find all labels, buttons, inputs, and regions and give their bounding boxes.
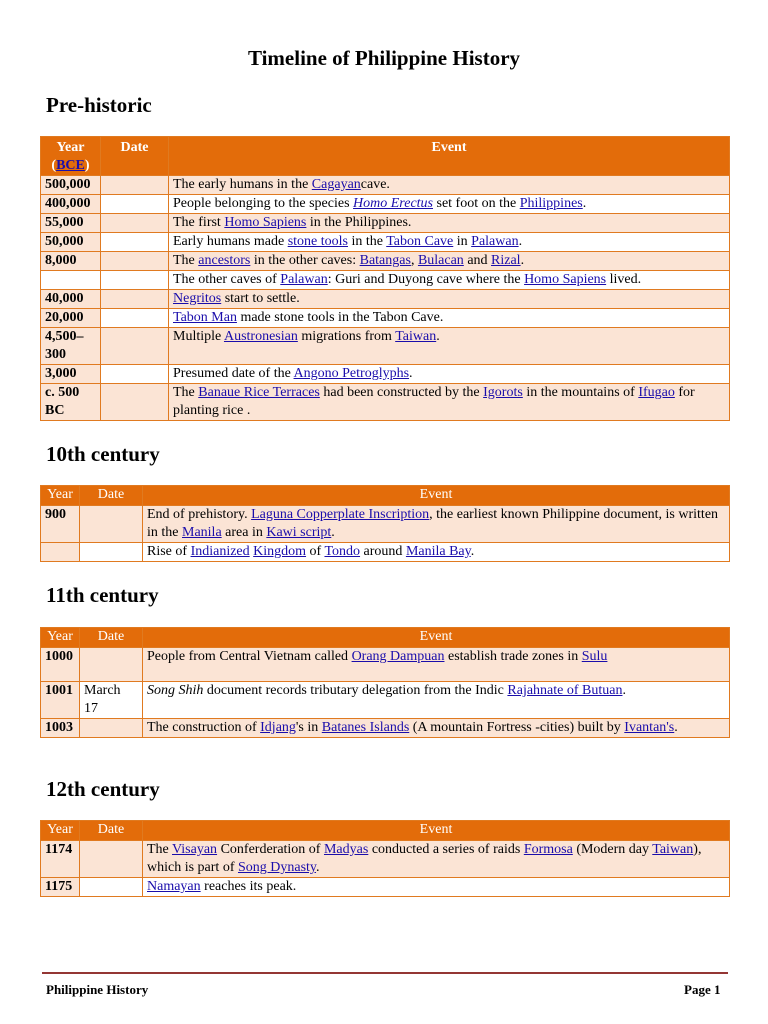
table-row — [41, 384, 730, 421]
row-date: March 17 — [80, 682, 143, 719]
row-date — [101, 328, 169, 365]
row-event: End of prehistory. Laguna Copperplate Inscription, the earliest known Philippine document, is written in the Manila area in Kawi script. — [143, 506, 730, 543]
link-indianized[interactable]: Indianized — [190, 544, 250, 559]
row-year: 1000 — [41, 648, 80, 682]
link-homo-sapiens[interactable]: Homo Sapiens — [524, 272, 607, 287]
row-event: Negritos start to settle. — [169, 290, 730, 309]
century-10-table — [40, 485, 730, 562]
table-row — [41, 309, 730, 328]
row-event: Rise of Indianized Kingdom of Tondo around Manila Bay. — [143, 543, 730, 562]
col-header-date: Date — [80, 821, 143, 841]
century-12-rows — [41, 841, 730, 897]
link-formosa[interactable]: Formosa — [523, 842, 573, 857]
link-madyas[interactable]: Madyas — [323, 842, 369, 857]
century-10-rows — [41, 506, 730, 562]
row-event: The other caves of Palawan: Guri and Duyong cave where the Homo Sapiens lived. — [169, 271, 730, 290]
row-year: 1001 — [41, 682, 80, 719]
col-header-year: Year (BCE) — [41, 137, 101, 176]
section-heading-10th-century: 10th century — [46, 442, 160, 466]
table-row — [41, 841, 730, 878]
table-row — [41, 682, 730, 719]
row-year: 50,000 — [41, 233, 101, 252]
link-orang-dampuan[interactable]: Orang Dampuan — [351, 649, 445, 664]
row-date — [101, 384, 169, 421]
table-row — [41, 328, 730, 365]
row-event: People from Central Vietnam called Orang Dampuan establish trade zones in Sulu — [143, 648, 730, 682]
page-title: Timeline of Philippine History — [247, 46, 521, 70]
row-event: Song Shih document records tributary delegation from the Indic Rajahnate of Butuan. — [143, 682, 730, 719]
link-stone-tools[interactable]: stone tools — [287, 234, 348, 249]
col-header-event: Event — [143, 486, 730, 506]
link-tabon-man[interactable]: Tabon Man — [173, 310, 237, 325]
row-year: 400,000 — [41, 195, 101, 214]
link-taiwan[interactable]: Taiwan — [395, 329, 437, 344]
row-year: 20,000 — [41, 309, 101, 328]
row-year — [41, 271, 101, 290]
row-event: Tabon Man made stone tools in the Tabon Cave. — [169, 309, 730, 328]
link-ifugao[interactable]: Ifugao — [638, 385, 675, 400]
col-header-year: Year — [41, 628, 80, 648]
prehistoric-table — [40, 136, 730, 421]
row-year: 500,000 — [41, 176, 101, 195]
row-date — [101, 176, 169, 195]
row-event: People belonging to the species Homo Erectus set foot on the Philippines. — [169, 195, 730, 214]
row-event: Multiple Austronesian migrations from Taiwan. — [169, 328, 730, 365]
row-date — [80, 719, 143, 738]
link-homo-sapiens[interactable]: Homo Sapiens — [224, 215, 307, 230]
link-cagayan[interactable]: Cagayan — [311, 177, 361, 192]
col-header-event: Event — [143, 821, 730, 841]
col-header-date: Date — [101, 137, 169, 176]
link-visayan[interactable]: Visayan — [172, 842, 218, 857]
link-kingdom[interactable]: Kingdom — [253, 544, 307, 559]
link-ancestors[interactable]: ancestors — [198, 253, 251, 268]
col-header-year: Year — [41, 821, 80, 841]
link-austronesian[interactable]: Austronesian — [223, 329, 298, 344]
header-year-label: Year — [56, 140, 85, 155]
table-row — [41, 648, 730, 682]
italic-title: Song Shih — [147, 683, 204, 698]
link-namayan[interactable]: Namayan — [147, 879, 201, 894]
row-date — [80, 543, 143, 562]
link-negritos[interactable]: Negritos — [173, 291, 222, 306]
row-date — [80, 841, 143, 878]
row-year: 1003 — [41, 719, 80, 738]
link-banaue-rice-terraces[interactable]: Banaue Rice Terraces — [198, 385, 320, 400]
century-11-rows — [41, 648, 730, 738]
link-bce[interactable]: BCE — [56, 158, 85, 173]
link-tondo[interactable]: Tondo — [324, 544, 361, 559]
row-event: The early humans in the Cagayancave. — [169, 176, 730, 195]
col-header-event: Event — [169, 137, 730, 176]
link-song-dynasty[interactable]: Song Dynasty — [237, 860, 317, 875]
row-date — [101, 365, 169, 384]
row-date — [101, 214, 169, 233]
link-philippines[interactable]: Philippines — [519, 196, 583, 211]
link-sulu[interactable]: Sulu — [581, 649, 608, 664]
link-idjang[interactable]: Idjang — [260, 720, 296, 735]
row-year: 55,000 — [41, 214, 101, 233]
link-ivantan-s[interactable]: Ivantan's — [624, 720, 675, 735]
row-year: 3,000 — [41, 365, 101, 384]
link-laguna-copperplate-inscription[interactable]: Laguna Copperplate Inscription — [251, 507, 430, 522]
row-year: c. 500 BC — [41, 384, 101, 421]
row-event: Early humans made stone tools in the Tabon Cave in Palawan. — [169, 233, 730, 252]
row-year: 4,500–300 — [41, 328, 101, 365]
row-event: Namayan reaches its peak. — [143, 878, 730, 897]
link-igorots[interactable]: Igorots — [483, 385, 523, 400]
link-tabon-cave[interactable]: Tabon Cave — [386, 234, 454, 249]
link-palawan[interactable]: Palawan — [471, 234, 519, 249]
row-date — [101, 309, 169, 328]
row-date — [101, 233, 169, 252]
link-angono-petroglyphs[interactable]: Angono Petroglyphs — [293, 366, 410, 381]
row-year — [41, 543, 80, 562]
link-bulacan[interactable]: Bulacan — [417, 253, 464, 268]
table-row — [41, 214, 730, 233]
century-11-table — [40, 627, 730, 738]
col-header-date: Date — [80, 628, 143, 648]
row-event: The construction of Idjang's in Batanes Islands (A mountain Fortress -cities) built by Ivantan's. — [143, 719, 730, 738]
link-manila[interactable]: Manila — [182, 525, 222, 540]
century-12-table — [40, 820, 730, 897]
link-rizal[interactable]: Rizal — [491, 253, 521, 268]
footer-rule — [42, 972, 728, 974]
table-row — [41, 719, 730, 738]
row-event: The first Homo Sapiens in the Philippines. — [169, 214, 730, 233]
table-row — [41, 176, 730, 195]
link-rajahnate-of-butuan[interactable]: Rajahnate of Butuan — [507, 683, 623, 698]
col-header-event: Event — [143, 628, 730, 648]
row-event: The ancestors in the other caves: Batangas, Bulacan and Rizal. — [169, 252, 730, 271]
link-kawi-script[interactable]: Kawi script — [266, 525, 332, 540]
link-batanes-islands[interactable]: Batanes Islands — [321, 720, 410, 735]
section-heading-prehistoric: Pre-historic — [46, 93, 152, 117]
link-homo-erectus[interactable]: Homo Erectus — [353, 196, 433, 211]
row-year: 1174 — [41, 841, 80, 878]
link-manila-bay[interactable]: Manila Bay — [405, 544, 471, 559]
link-palawan[interactable]: Palawan — [280, 272, 328, 287]
row-event: The Banaue Rice Terraces had been constructed by the Igorots in the mountains of Ifugao for planting rice . — [169, 384, 730, 421]
row-event: Presumed date of the Angono Petroglyphs. — [169, 365, 730, 384]
col-header-year: Year — [41, 486, 80, 506]
prehistoric-rows — [41, 176, 730, 421]
row-year: 1175 — [41, 878, 80, 897]
row-year: 40,000 — [41, 290, 101, 309]
table-row — [41, 365, 730, 384]
table-row — [41, 271, 730, 290]
table-row — [41, 878, 730, 897]
col-header-date: Date — [80, 486, 143, 506]
table-row — [41, 233, 730, 252]
row-date — [101, 195, 169, 214]
table-row — [41, 252, 730, 271]
row-year: 8,000 — [41, 252, 101, 271]
row-event: The Visayan Conferderation of Madyas conducted a series of raids Formosa (Modern day Taiwan), which is part of Song Dynasty. — [143, 841, 730, 878]
row-date — [101, 252, 169, 271]
row-date — [101, 290, 169, 309]
link-batangas[interactable]: Batangas — [359, 253, 411, 268]
row-date — [80, 878, 143, 897]
page-number: Page 1 — [684, 982, 721, 997]
section-heading-11th-century: 11th century — [46, 583, 159, 607]
link-taiwan[interactable]: Taiwan — [652, 842, 694, 857]
row-year: 900 — [41, 506, 80, 543]
row-date — [101, 271, 169, 290]
section-heading-12th-century: 12th century — [46, 777, 160, 801]
row-date — [80, 506, 143, 543]
table-row — [41, 195, 730, 214]
row-date — [80, 648, 143, 682]
footer-title: Philippine History — [46, 982, 149, 997]
table-row — [41, 506, 730, 543]
table-row — [41, 543, 730, 562]
table-row — [41, 290, 730, 309]
